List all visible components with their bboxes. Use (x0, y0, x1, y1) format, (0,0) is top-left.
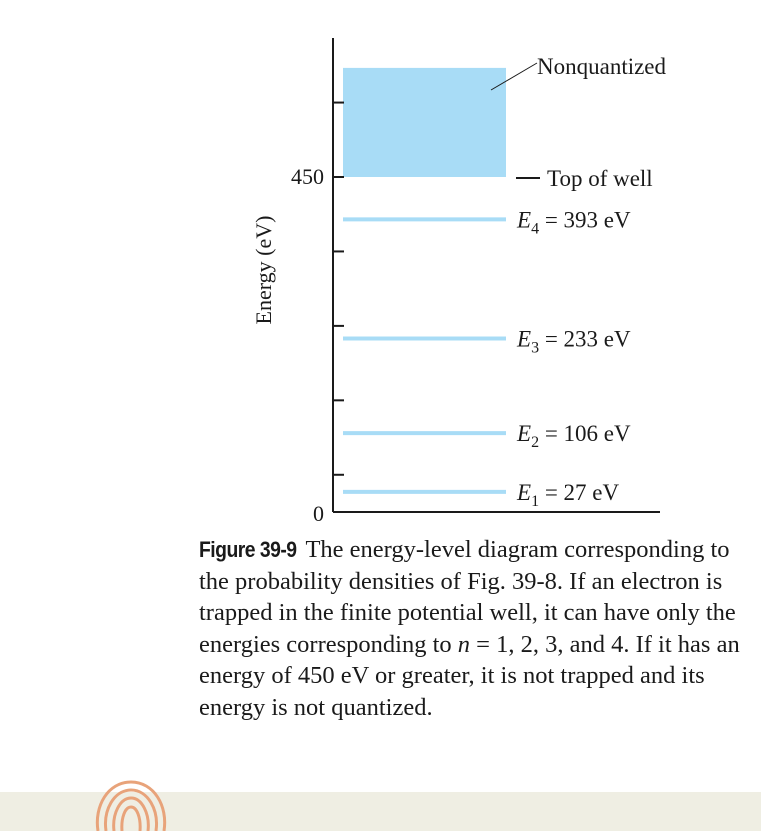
energy-levels (343, 207, 631, 509)
level-label-e3: $E_3 = 233$ eV (517, 326, 631, 357)
nonquantized-band (343, 68, 506, 177)
top-of-well-label: Top of well (547, 166, 653, 191)
caption-text-2: and 4. If it has an energy of 450 eV or greater, it is not trapped and its energy is not quantized. (199, 630, 740, 721)
figure-caption (199, 534, 744, 723)
level-label-e4: $E_4 = 393$ eV (517, 207, 631, 238)
y-ticks (333, 103, 344, 512)
tick-label-450: 450 (291, 164, 324, 189)
caption-values: 1, 2, 3, (496, 630, 564, 658)
caption-variable-n: n (457, 630, 471, 658)
caption-text-1: The energy-level diagram corresponding to the probability densities of Fig. 39-8. If an electron is trapped in the finite potential well, it can have only the energies corresponding to (199, 536, 736, 658)
level-label-e2: $E_2 = 106$ eV (517, 421, 631, 452)
figure-label: Figure 39-9 (199, 537, 297, 562)
tick-label-0: 0 (313, 501, 324, 526)
logo-icon (90, 776, 172, 831)
nonquantized-label: Nonquantized (537, 54, 667, 79)
y-axis-title: Energy (eV) (251, 215, 276, 325)
caption-equals: = (470, 630, 497, 658)
level-label-e1: $E_1 = 27$ eV (517, 479, 620, 510)
